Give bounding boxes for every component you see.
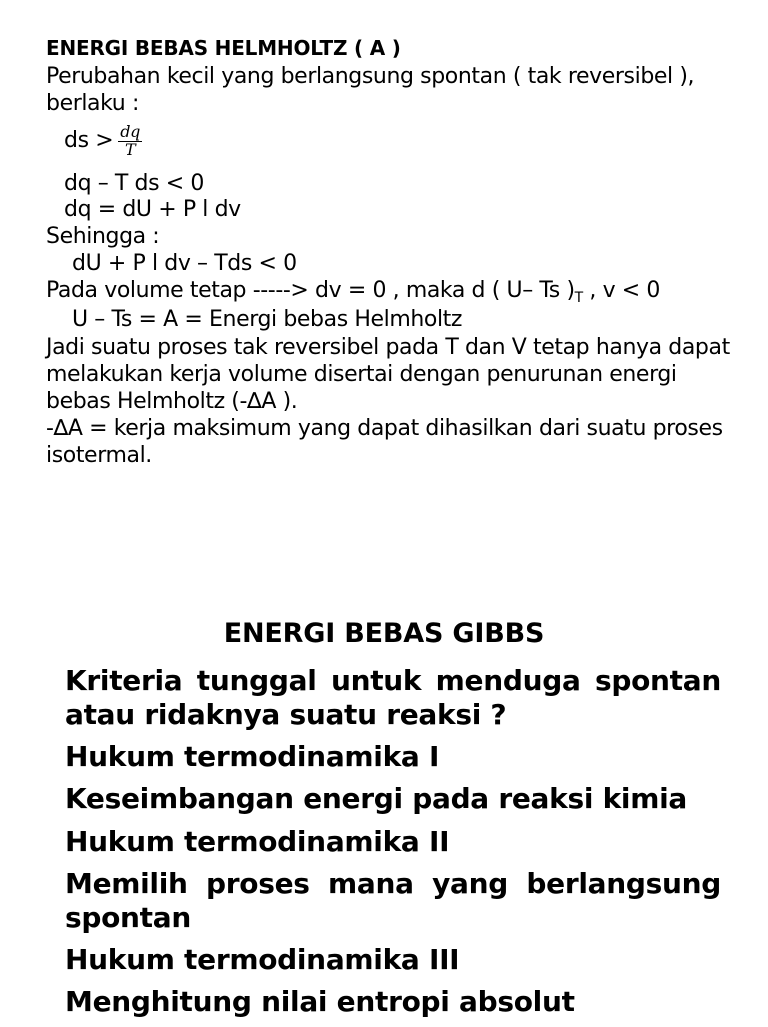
equation-4: U – Ts = A = Energi bebas Helmholtz	[72, 307, 463, 333]
paragraph-1: Jadi suatu proses tak reversibel pada T dan V tetap hanya dapat melakukan kerja volume disertai dengan penurunan energi bebas Helmholtz (-∆A ).	[46, 334, 730, 414]
fraction-dq-over-t	[118, 124, 142, 159]
equation-3: dU + P l dv – Tds < 0	[72, 251, 297, 277]
helmholtz-section	[46, 36, 736, 470]
volume-text-a: Pada volume tetap -----> dv = 0 , maka d ( U– Ts )	[46, 277, 575, 303]
helmholtz-title: ENERGI BEBAS HELMHOLTZ ( A )	[46, 36, 401, 60]
list-item: Keseimbangan energi pada reaksi kimia	[65, 782, 687, 816]
fraction-denominator: T	[124, 139, 136, 159]
volume-text-b: , v < 0	[582, 277, 661, 303]
equation-2: dq = dU + P l dv	[64, 197, 241, 223]
list-item: Menghitung nilai entropi absolut	[65, 985, 575, 1019]
equation-1: dq – T ds < 0	[64, 170, 204, 196]
list-item: Memilih proses mana yang berlangsung spontan	[65, 866, 721, 934]
helmholtz-intro: Perubahan kecil yang berlangsung spontan ( tak reversibel ), berlaku :	[46, 64, 695, 117]
entropy-inequality	[46, 124, 736, 159]
gibbs-list	[65, 664, 721, 1027]
paragraph-2: -∆A = kerja maksimum yang dapat dihasilkan dari suatu proses isotermal.	[46, 416, 723, 469]
inequality-left: ds >	[64, 127, 114, 153]
volume-subscript: T	[574, 289, 583, 306]
list-item: Hukum termodinamika I	[65, 740, 440, 774]
list-item: Hukum termodinamika III	[65, 943, 460, 977]
gibbs-title: ENERGI BEBAS GIBBS	[223, 618, 545, 649]
list-item: Kriteria tunggal untuk menduga spontan atau ridaknya suatu reaksi ?	[65, 664, 721, 732]
sehingga-label: Sehingga :	[46, 224, 160, 250]
volume-statement	[46, 278, 736, 307]
fraction-numerator: dq	[120, 122, 140, 142]
list-item: Hukum termodinamika II	[65, 824, 450, 858]
